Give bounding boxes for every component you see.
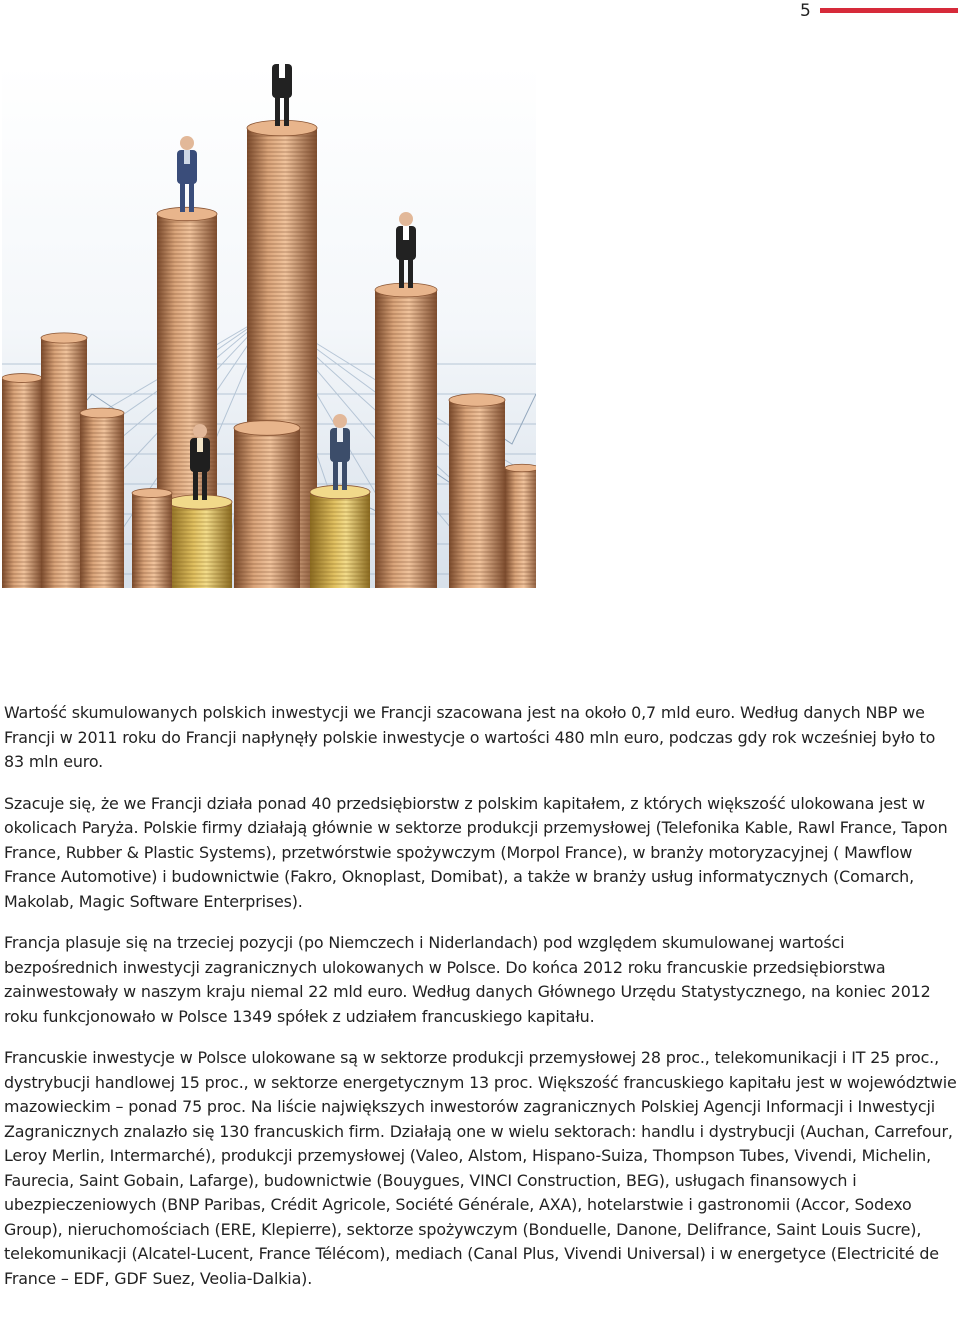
coin-stacks-photo: [2, 64, 536, 588]
page-number: 5: [800, 1, 811, 21]
coin-stack: [310, 485, 370, 588]
coin-stack: [132, 489, 172, 588]
coin-stack: [234, 421, 300, 588]
paragraph: Francuskie inwestycje w Polsce ulokowane są w sektorze produkcji przemysłowej 28 proc., telekomunikacji i IT 25 proc., dystrybucji handlowej 15 proc., w sektorze energetycznym 13 proc. Większość francuskiego kapitału jest w województwie mazowieckim – ponad 75 proc. Na liście największych inwestorów zagranicznych Polskiej Agencji Informacji i Inwestycji Zagranicznych znalazło się 130 francuskich firm. Działają one w wielu sektorach: handlu i dystrybucji (Auchan, Carrefour, Leroy Merlin, Intermarché), produkcji przemysłowej (Valeo, Alstom, Hispano-Suiza, Thompson Tubes, Vivendi, Michelin, Faurecia, Saint Gobain, Lafarge), budownictwie (Bouygues, VINCI Construction, BEG), usługach finansowych i ubezpieczeniowych (BNP Paribas, Crédit Agricole, Société Générale, AXA), hotelarstwie i gastronomii (Accor, Sodexo Group), nieruchomościach (ERE, Klepierre), sektorze spożywczym (Bonduelle, Danone, Delifrance, Saint Louis Sucre), telekomunikacji (Alcatel-Lucent, France Télécom), mediach (Canal Plus, Vivendi Universal) i w energetyce (Electricité de France – EDF, GDF Suez, Veolia-Dalkia).: [4, 1048, 957, 1288]
paragraph: Szacuje się, że we Francji działa ponad 40 przedsiębiorstw z polskim kapitałem, z których większość ulokowana jest w okolicach Paryża. Polskie firmy działają głównie w sektorze produkcji przemysłowej (Telefonika Kable, Rawl France, Tapon France, Rubber & Plastic Systems), przetwórstwie spożywczym (Morpol France), w branży motoryzacyjnej ( Mawflow France Automotive) i budownictwie (Fakro, Oknoplast, Domibat), a także w branży usług informatycznych (Comarch, Makolab, Magic Software Enterprises).: [4, 793, 948, 911]
paragraph: Francja plasuje się na trzeciej pozycji (po Niemczech i Niderlandach) pod względem skumulowanej wartości bezpośrednich inwestycji zagranicznych ulokowanych w Polsce. Do końca 2012 roku francuskie przedsiębiorstwa zainwestowały w naszym kraju niemal 22 mld euro. Według danych Głównego Urzędu Statystycznego, na koniec 2012 roku funkcjonowało w Polsce 1349 spółek z udziałem francuskiego kapitału.: [4, 933, 931, 1026]
article-body: [4, 701, 957, 1308]
paragraph: Wartość skumulowanych polskich inwestycji we Francji szacowana jest na około 0,7 mld euro. Według danych NBP we Francji w 2011 roku do Francji napłynęły polskie inwestycje o wartości 480 mln euro, podczas gdy rok wcześniej było to 83 mln euro.: [4, 703, 936, 771]
header-rule: [820, 8, 958, 13]
coin-stack: [80, 408, 124, 588]
coin-stack: [168, 495, 232, 588]
coin-stack: [2, 374, 42, 588]
coin-stack: [449, 394, 505, 588]
coin-stack: [505, 464, 536, 588]
coin-stack: [375, 283, 437, 588]
